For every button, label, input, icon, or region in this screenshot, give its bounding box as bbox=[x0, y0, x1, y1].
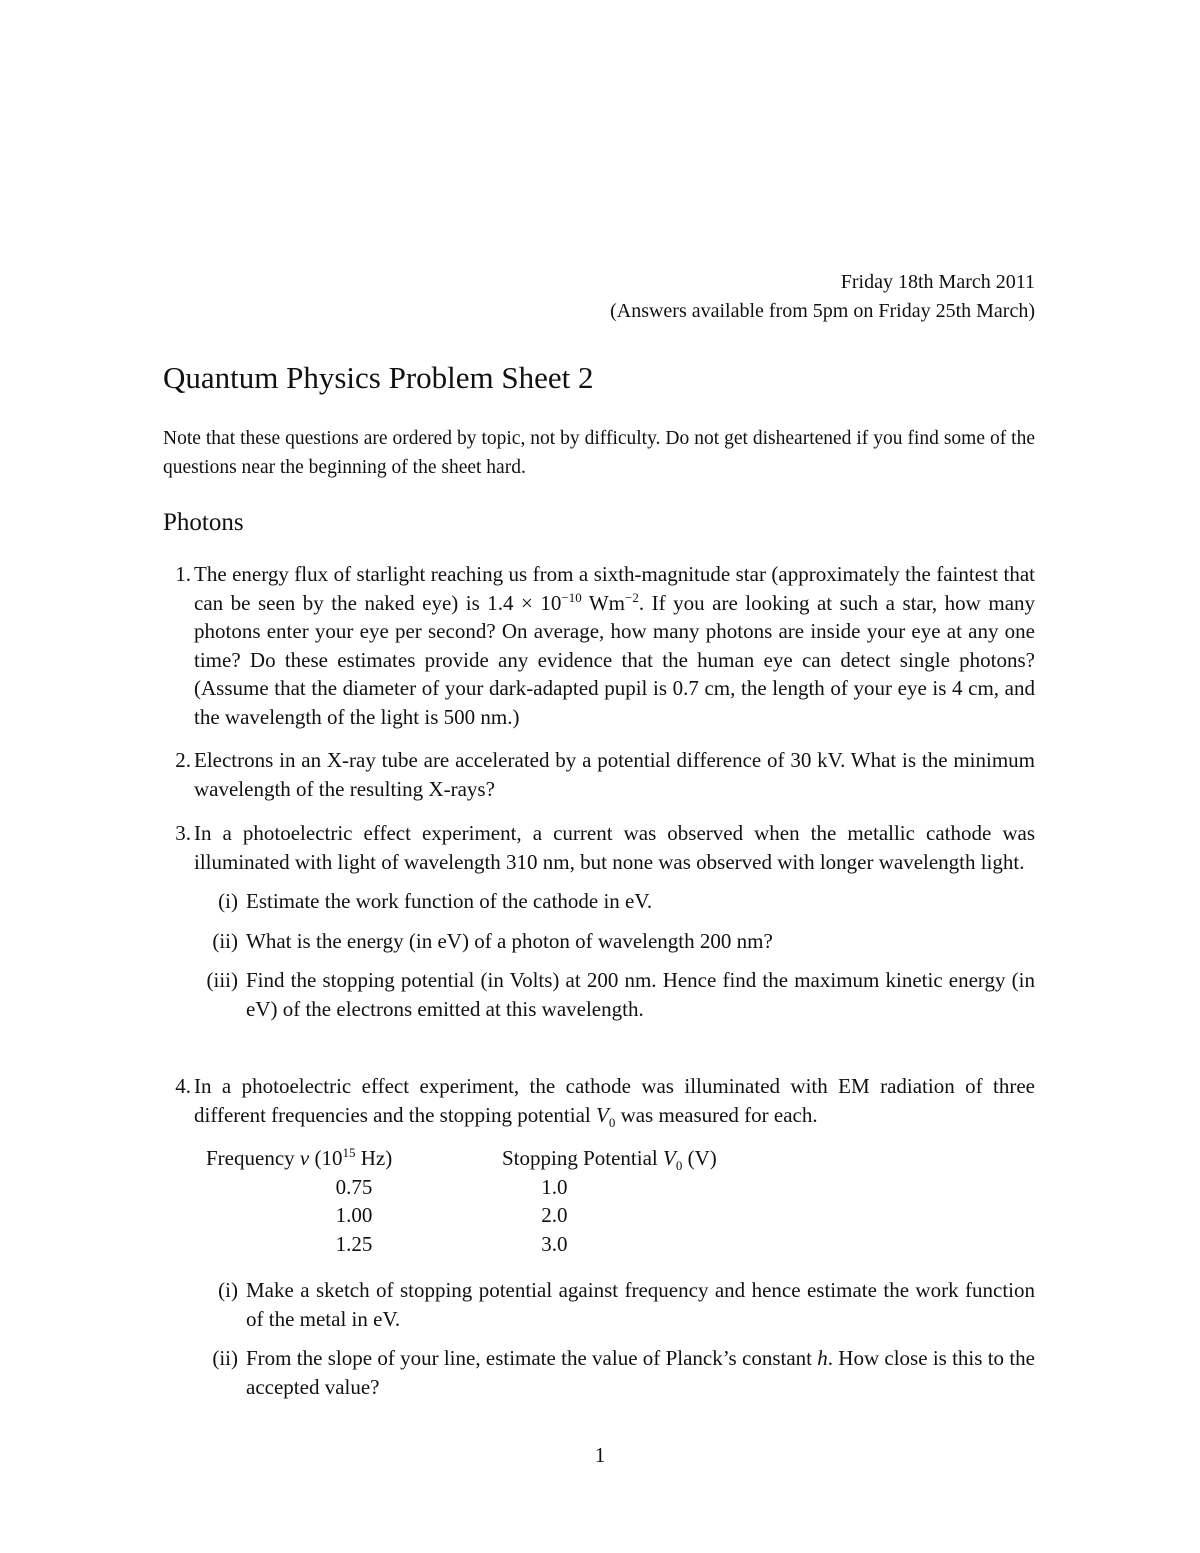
header-stop-subscript: 0 bbox=[675, 1158, 683, 1174]
header-stop-text: Stopping Potential bbox=[502, 1146, 664, 1170]
q4-variable-subscript: 0 bbox=[608, 1114, 616, 1130]
question-part bbox=[218, 1276, 1035, 1333]
header-frequency-exponent: 15 bbox=[342, 1145, 356, 1160]
header-frequency-unit-b: Hz) bbox=[355, 1146, 393, 1170]
part-variable: h bbox=[817, 1346, 828, 1370]
question-text bbox=[194, 1072, 1035, 1129]
question-part bbox=[206, 966, 1035, 1023]
q4-text-a: In a photoelectric effect experiment, the cathode was illuminated with EM radiation of three different frequencies and the stopping potential bbox=[194, 1074, 1035, 1127]
question-4 bbox=[163, 1072, 1035, 1129]
header-block bbox=[610, 268, 1035, 326]
part-text: What is the energy (in eV) of a photon of wavelength 200 nm? bbox=[246, 928, 773, 953]
part-label: (ii) bbox=[212, 928, 238, 953]
page-title: Quantum Physics Problem Sheet 2 bbox=[163, 360, 594, 395]
part-text: Make a sketch of stopping potential against frequency and hence estimate the work function of the metal in eV. bbox=[246, 1278, 1035, 1331]
question-1 bbox=[163, 560, 1035, 731]
part-text-b: . How close is this to the accepted value? bbox=[246, 1346, 1035, 1399]
question-text: In a photoelectric effect experiment, a current was observed when the metallic cathode was illuminated with light of wavelength 310 nm, but none was observed with longer wavelength light. bbox=[194, 821, 1035, 874]
part-text: Find the stopping potential (in Volts) at 200 nm. Hence find the maximum kinetic energy (in eV) of the electrons emitted at this wavelength. bbox=[246, 968, 1035, 1021]
q4-variable: V bbox=[595, 1102, 609, 1127]
question-part bbox=[218, 887, 1035, 916]
question-part bbox=[212, 927, 1035, 956]
q1-text-b: Wm bbox=[581, 590, 626, 615]
header-date: Friday 18th March 2011 bbox=[840, 271, 1035, 293]
question-text bbox=[194, 560, 1035, 731]
q1-exponent-a: −10 bbox=[561, 589, 582, 605]
part-label: (i) bbox=[218, 889, 238, 913]
table-row bbox=[206, 1173, 717, 1202]
q1-exponent-b: −2 bbox=[625, 589, 639, 605]
intro-paragraph: Note that these questions are ordered by topic, not by difficulty. Do not get disheartened if you find some of the questions near the beginning of the sheet hard. bbox=[163, 428, 1035, 478]
header-stop-unit: (V) bbox=[682, 1146, 717, 1170]
cell-frequency: 1.25 bbox=[335, 1231, 373, 1256]
header-frequency-symbol: ν bbox=[299, 1146, 310, 1170]
frequency-stopping-potential-table bbox=[206, 1144, 717, 1258]
table-row bbox=[206, 1230, 717, 1259]
header-frequency-unit-a: (10 bbox=[309, 1146, 343, 1170]
question-part bbox=[212, 1344, 1035, 1401]
cell-stopping-potential: 2.0 bbox=[541, 1203, 568, 1227]
question-number: 3. bbox=[175, 821, 191, 845]
header-stop-variable: V bbox=[663, 1146, 676, 1170]
cell-frequency: 0.75 bbox=[335, 1174, 373, 1199]
header-frequency bbox=[206, 1144, 502, 1173]
part-label: (i) bbox=[218, 1278, 238, 1302]
part-label: (iii) bbox=[206, 968, 238, 992]
section-title-photons: Photons bbox=[163, 509, 244, 536]
cell-stopping-potential: 3.0 bbox=[541, 1231, 568, 1256]
cell-stopping-potential: 1.0 bbox=[541, 1174, 568, 1199]
q4-text-b: was measured for each. bbox=[615, 1102, 818, 1127]
question-4-parts bbox=[163, 1265, 1035, 1401]
q1-text-a: The energy flux of starlight reaching us from a sixth-magnitude star (approximately the faintest that can be seen by the naked eye) is 1.4 × 10 bbox=[194, 562, 1035, 615]
question-2 bbox=[163, 746, 1035, 803]
page-number: 1 bbox=[594, 1443, 606, 1467]
question-number: 1. bbox=[175, 562, 191, 586]
part-text: Estimate the work function of the cathode in eV. bbox=[246, 889, 653, 913]
header-frequency-text: Frequency bbox=[206, 1146, 300, 1170]
question-3 bbox=[163, 819, 1035, 1023]
header-stopping-potential bbox=[502, 1144, 717, 1173]
question-number: 2. bbox=[175, 748, 191, 772]
table-header-row bbox=[206, 1144, 717, 1173]
part-label: (ii) bbox=[212, 1346, 238, 1370]
part-text-a: From the slope of your line, estimate the value of Planck’s constant bbox=[246, 1346, 818, 1370]
table-row bbox=[206, 1201, 717, 1230]
question-number: 4. bbox=[175, 1074, 191, 1098]
q1-text-c: . If you are looking at such a star, how many photons enter your eye per second? On average, how many photons are inside your eye at any one time? Do these estimates provide any evidence that the human eye can detect single photons? (Assume that the diameter of your dark-adapted pupil is 0.7 cm, the length of your eye is 4 cm, and the wavelength of the light is 500 nm.) bbox=[194, 590, 1036, 729]
question-text: Electrons in an X-ray tube are accelerated by a potential difference of 30 kV. What is the minimum wavelength of the resulting X-rays? bbox=[194, 748, 1035, 801]
cell-frequency: 1.00 bbox=[335, 1203, 373, 1227]
header-answers-note: (Answers available from 5pm on Friday 25th March) bbox=[610, 300, 1035, 322]
